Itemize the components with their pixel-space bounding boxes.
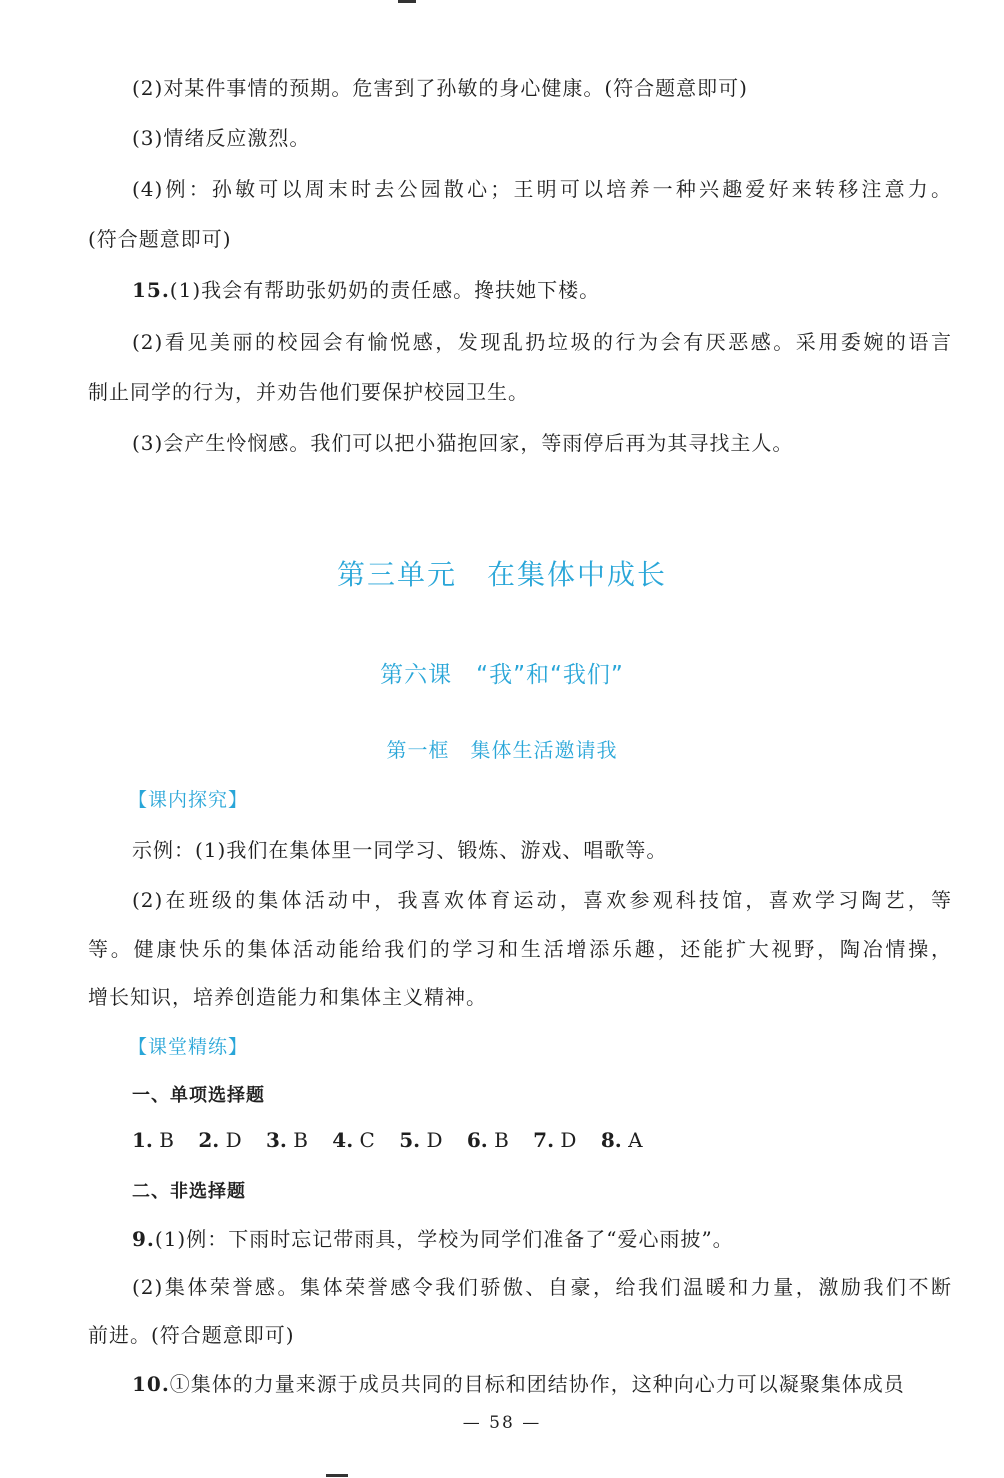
- lesson-heading: 第六课 “我”和“我们”: [380, 662, 624, 688]
- choice-answer: 4. C: [332, 1128, 375, 1152]
- question-10: [132, 1370, 952, 1398]
- choice-answer: 6. B: [466, 1128, 509, 1152]
- section-heading-single-choice: 一、单项选择题: [132, 1085, 265, 1106]
- question-9: [132, 1225, 952, 1253]
- answer-line: (3)情绪反应激烈。: [132, 126, 311, 150]
- answer-line: 制止同学的行为，并劝告他们要保护校园卫生。: [88, 380, 529, 404]
- choice-answer: 1. B: [132, 1128, 174, 1152]
- choice-answer: 7. D: [533, 1128, 577, 1152]
- question-number: 15.: [132, 278, 170, 302]
- answer-line: (2)集体荣誉感。集体荣誉感令我们骄傲、自豪，给我们温暖和力量，激励我们不断: [132, 1275, 952, 1299]
- answer-text: ①集体的力量来源于成员共同的目标和团结协作，这种向心力可以凝聚集体成员: [169, 1372, 905, 1396]
- choice-answers: [132, 1128, 661, 1152]
- answer-line: (2)看见美丽的校园会有愉悦感，发现乱扔垃圾的行为会有厌恶感。采用委婉的语言: [132, 330, 952, 354]
- top-edge-mark: [398, 0, 416, 3]
- inquiry-line: 等。健康快乐的集体活动能给我们的学习和生活增添乐趣，还能扩大视野，陶冶情操，: [88, 937, 952, 961]
- practice-tag: 【课堂精练】: [128, 1036, 249, 1058]
- answer-line: (2)对某件事情的预期。危害到了孙敏的身心健康。(符合题意即可): [132, 76, 748, 100]
- page-number: — 58 —: [462, 1413, 542, 1433]
- inquiry-tag: 【课内探究】: [128, 789, 249, 811]
- answer-text: (1)例：下雨时忘记带雨具，学校为同学们准备了“爱心雨披”。: [154, 1227, 734, 1251]
- unit-heading: 第三单元 在集体中成长: [336, 558, 667, 591]
- answer-line: 前进。(符合题意即可): [88, 1323, 295, 1347]
- question-number: 10.: [132, 1372, 170, 1396]
- question-15: [132, 276, 952, 304]
- section-heading-non-choice: 二、非选择题: [132, 1181, 246, 1202]
- choice-answer: 2. D: [198, 1128, 242, 1152]
- answer-text: (1)我会有帮助张奶奶的责任感。搀扶她下楼。: [169, 278, 601, 302]
- inquiry-line: 增长知识，培养创造能力和集体主义精神。: [88, 985, 487, 1009]
- inquiry-line: (2)在班级的集体活动中，我喜欢体育运动，喜欢参观科技馆，喜欢学习陶艺，等: [132, 888, 952, 912]
- choice-answer: 3. B: [265, 1128, 308, 1152]
- frame-heading: 第一框 集体生活邀请我: [386, 738, 618, 762]
- answer-line: (符合题意即可): [88, 227, 232, 251]
- answer-line: (3)会产生怜悯感。我们可以把小猫抱回家，等雨停后再为其寻找主人。: [132, 431, 794, 455]
- question-number: 9.: [132, 1227, 155, 1251]
- bottom-edge-mark: [326, 1474, 348, 1477]
- answer-line: (4)例：孙敏可以周末时去公园散心；王明可以培养一种兴趣爱好来转移注意力。: [132, 177, 952, 201]
- choice-answer: 5. D: [399, 1128, 443, 1152]
- inquiry-line: 示例：(1)我们在集体里一同学习、锻炼、游戏、唱歌等。: [132, 838, 668, 862]
- choice-answer: 8. A: [600, 1128, 643, 1152]
